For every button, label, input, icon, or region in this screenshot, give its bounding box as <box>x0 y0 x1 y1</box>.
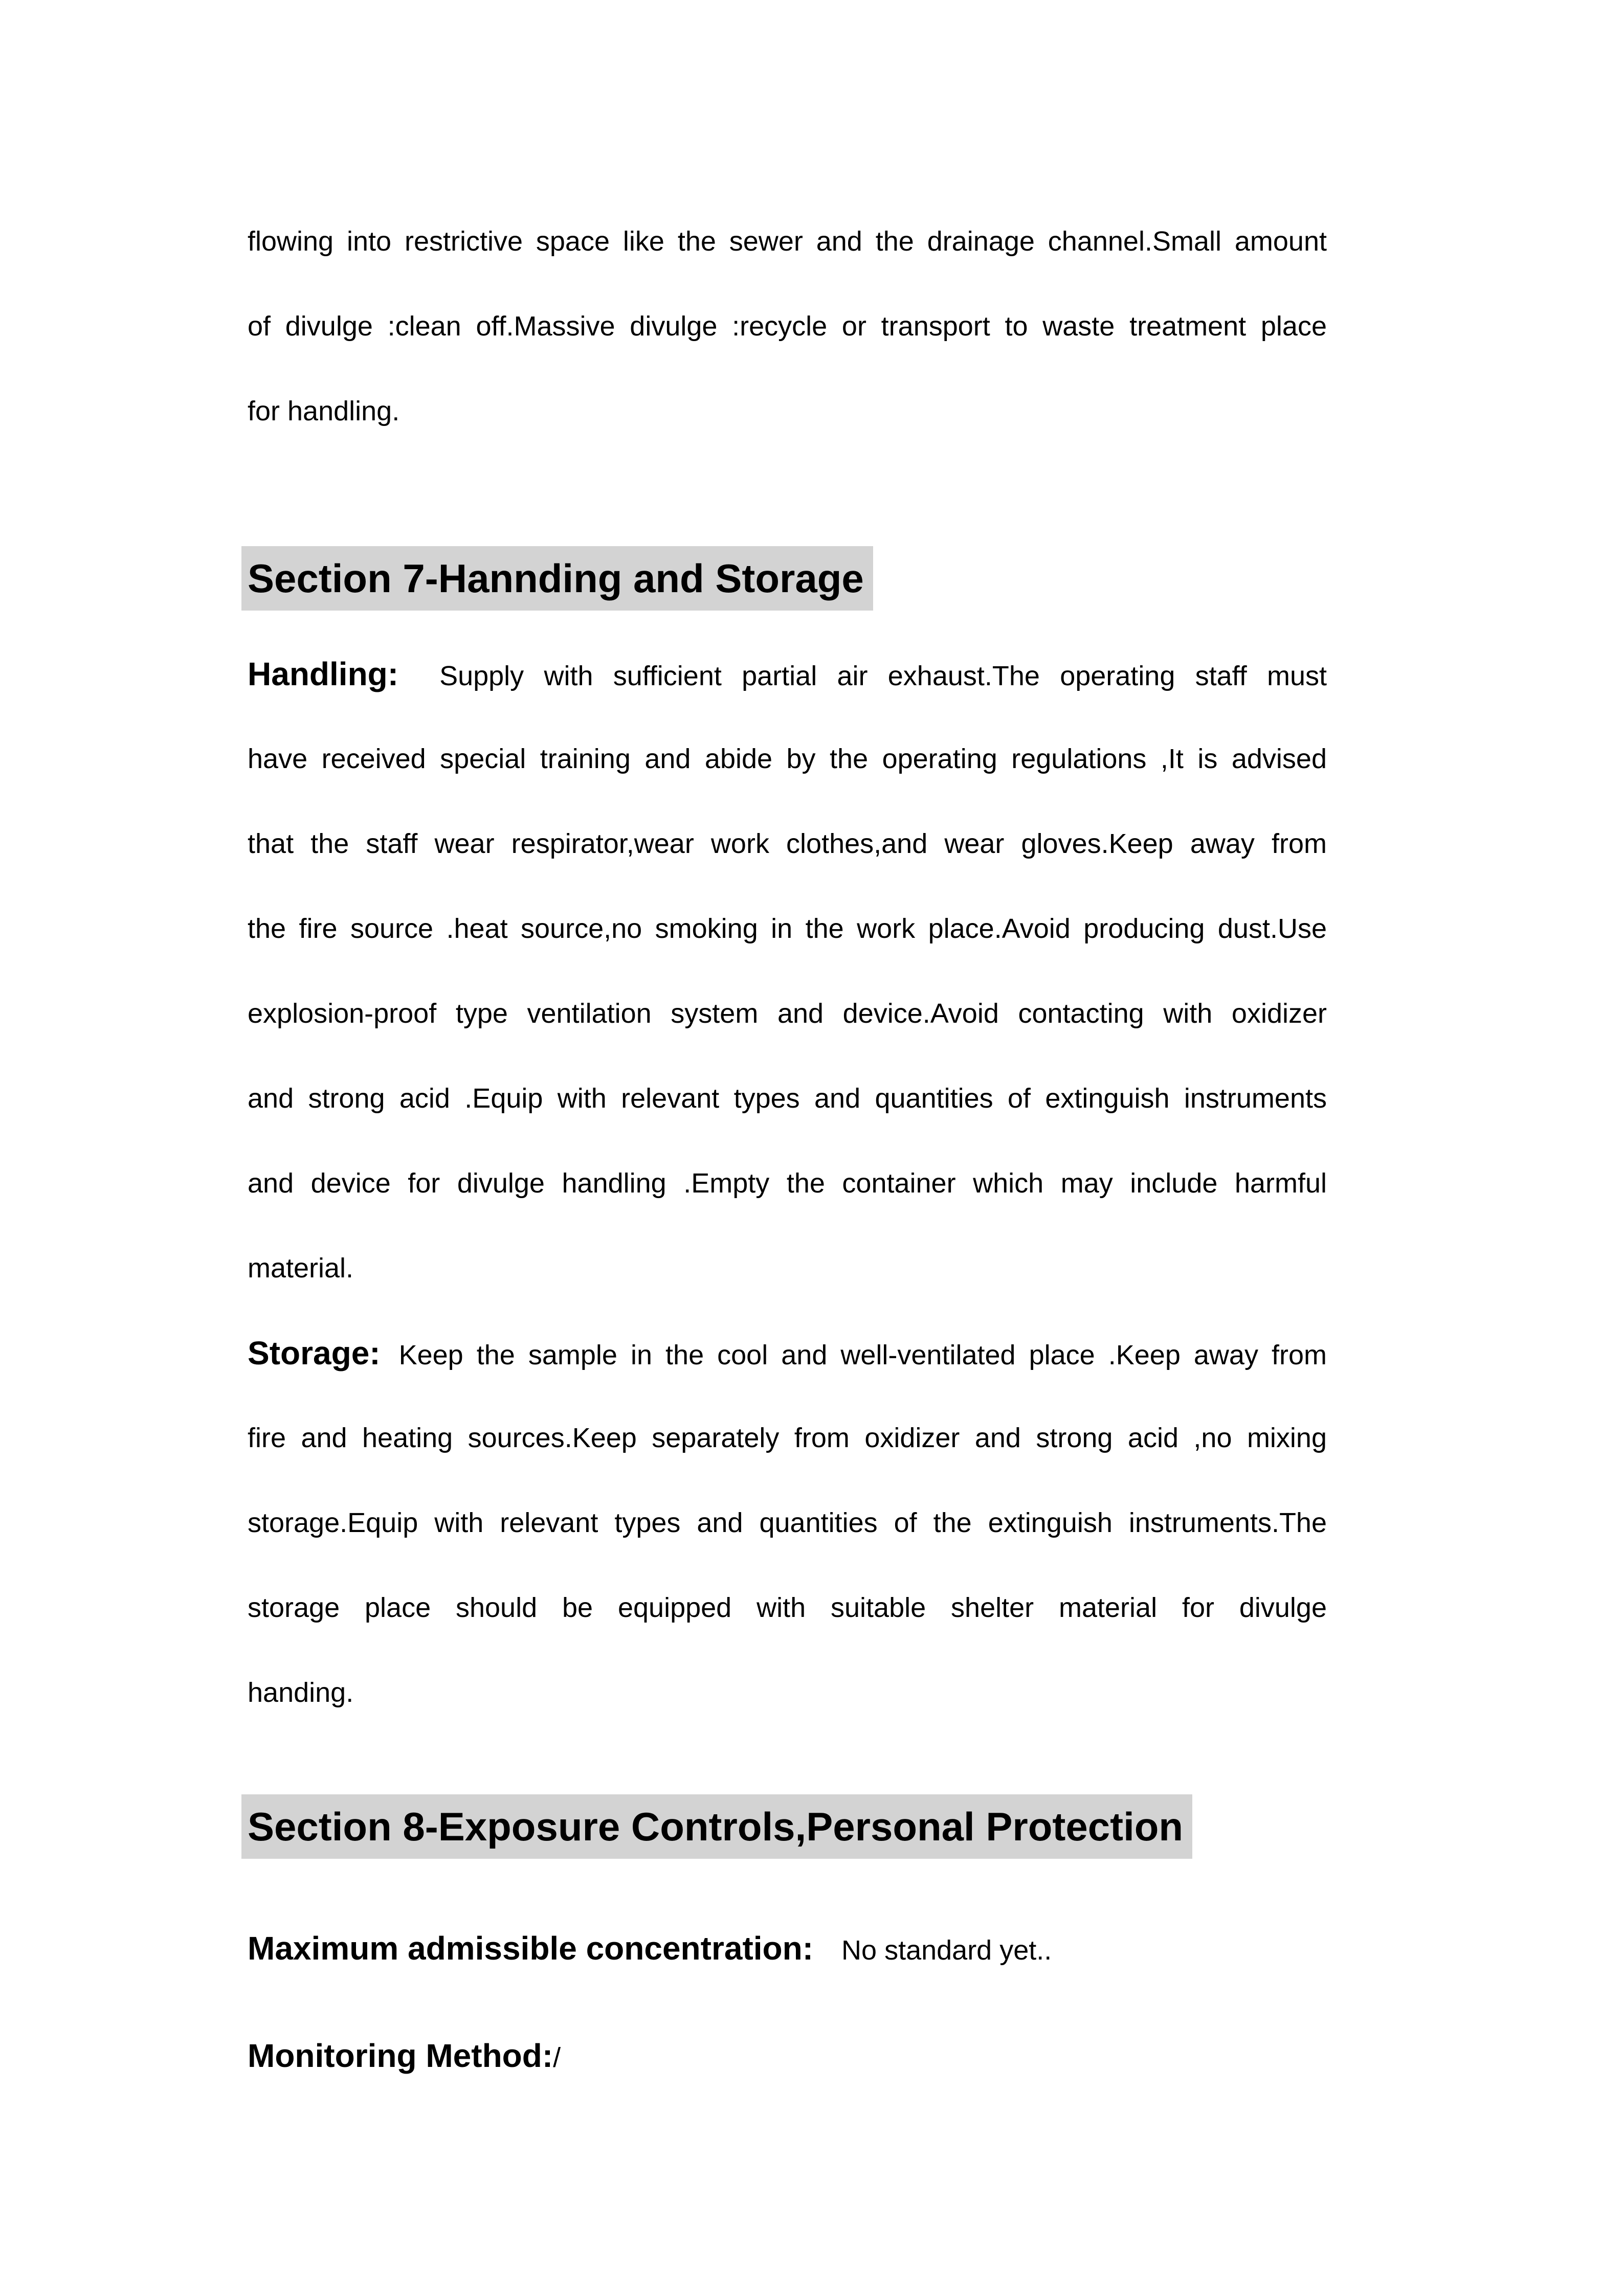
paragraph-line: for handling. <box>248 396 400 426</box>
paragraph-line <box>248 632 1327 716</box>
storage-paragraph <box>248 1311 1327 1735</box>
monitoring-method-row <box>248 2013 1327 2098</box>
section-8-heading-row <box>248 1794 1327 1859</box>
paragraph-line: flowing into restrictive space like the sewer and the drainage channel.Small amount <box>248 226 1327 257</box>
paragraph-line: fire and heating sources.Keep separately from oxidizer and strong acid ,no mixing <box>248 1423 1327 1453</box>
paragraph-line: and device for divulge handling .Empty the container which may include harmful <box>248 1168 1327 1199</box>
document-content <box>248 0 1327 2098</box>
handling-label: Handling: <box>248 656 399 692</box>
storage-label: Storage: <box>248 1335 381 1371</box>
handling-paragraph <box>248 632 1327 1311</box>
intro-paragraph <box>248 199 1327 454</box>
paragraph-line: material. <box>248 1253 354 1284</box>
paragraph-text: Supply with sufficient partial air exhaust.The operating staff must <box>439 661 1327 691</box>
paragraph-line: the fire source .heat source,no smoking in the work place.Avoid producing dust.Use <box>248 913 1327 944</box>
paragraph-line: storage place should be equipped with suitable shelter material for divulge <box>248 1592 1327 1623</box>
monitoring-method-value: / <box>553 2042 561 2073</box>
max-admissible-concentration-label: Maximum admissible concentration: <box>248 1930 814 1967</box>
paragraph-line: that the staff wear respirator,wear work clothes,and wear gloves.Keep away from <box>248 828 1327 859</box>
section-8-heading: Section 8-Exposure Controls,Personal Protection <box>241 1794 1192 1859</box>
paragraph-line: handing. <box>248 1677 354 1708</box>
paragraph-line: and strong acid .Equip with relevant types and quantities of extinguish instruments <box>248 1083 1327 1114</box>
paragraph-text: Keep the sample in the cool and well-ventilated place .Keep away from <box>398 1340 1327 1370</box>
max-admissible-concentration-value: No standard yet.. <box>841 1935 1052 1966</box>
paragraph-line: of divulge :clean off.Massive divulge :recycle or transport to waste treatment place <box>248 311 1327 342</box>
section-7-heading: Section 7-Hannding and Storage <box>241 546 873 611</box>
paragraph-line: storage.Equip with relevant types and quantities of the extinguish instruments.The <box>248 1507 1327 1538</box>
paragraph-line <box>248 1311 1327 1395</box>
section-7-heading-row <box>248 546 1327 611</box>
max-admissible-concentration-row <box>248 1906 1327 1991</box>
paragraph-line: have received special training and abide by the operating regulations ,It is advised <box>248 744 1327 774</box>
paragraph-line: explosion-proof type ventilation system and device.Avoid contacting with oxidizer <box>248 998 1327 1029</box>
monitoring-method-label: Monitoring Method: <box>248 2037 553 2074</box>
